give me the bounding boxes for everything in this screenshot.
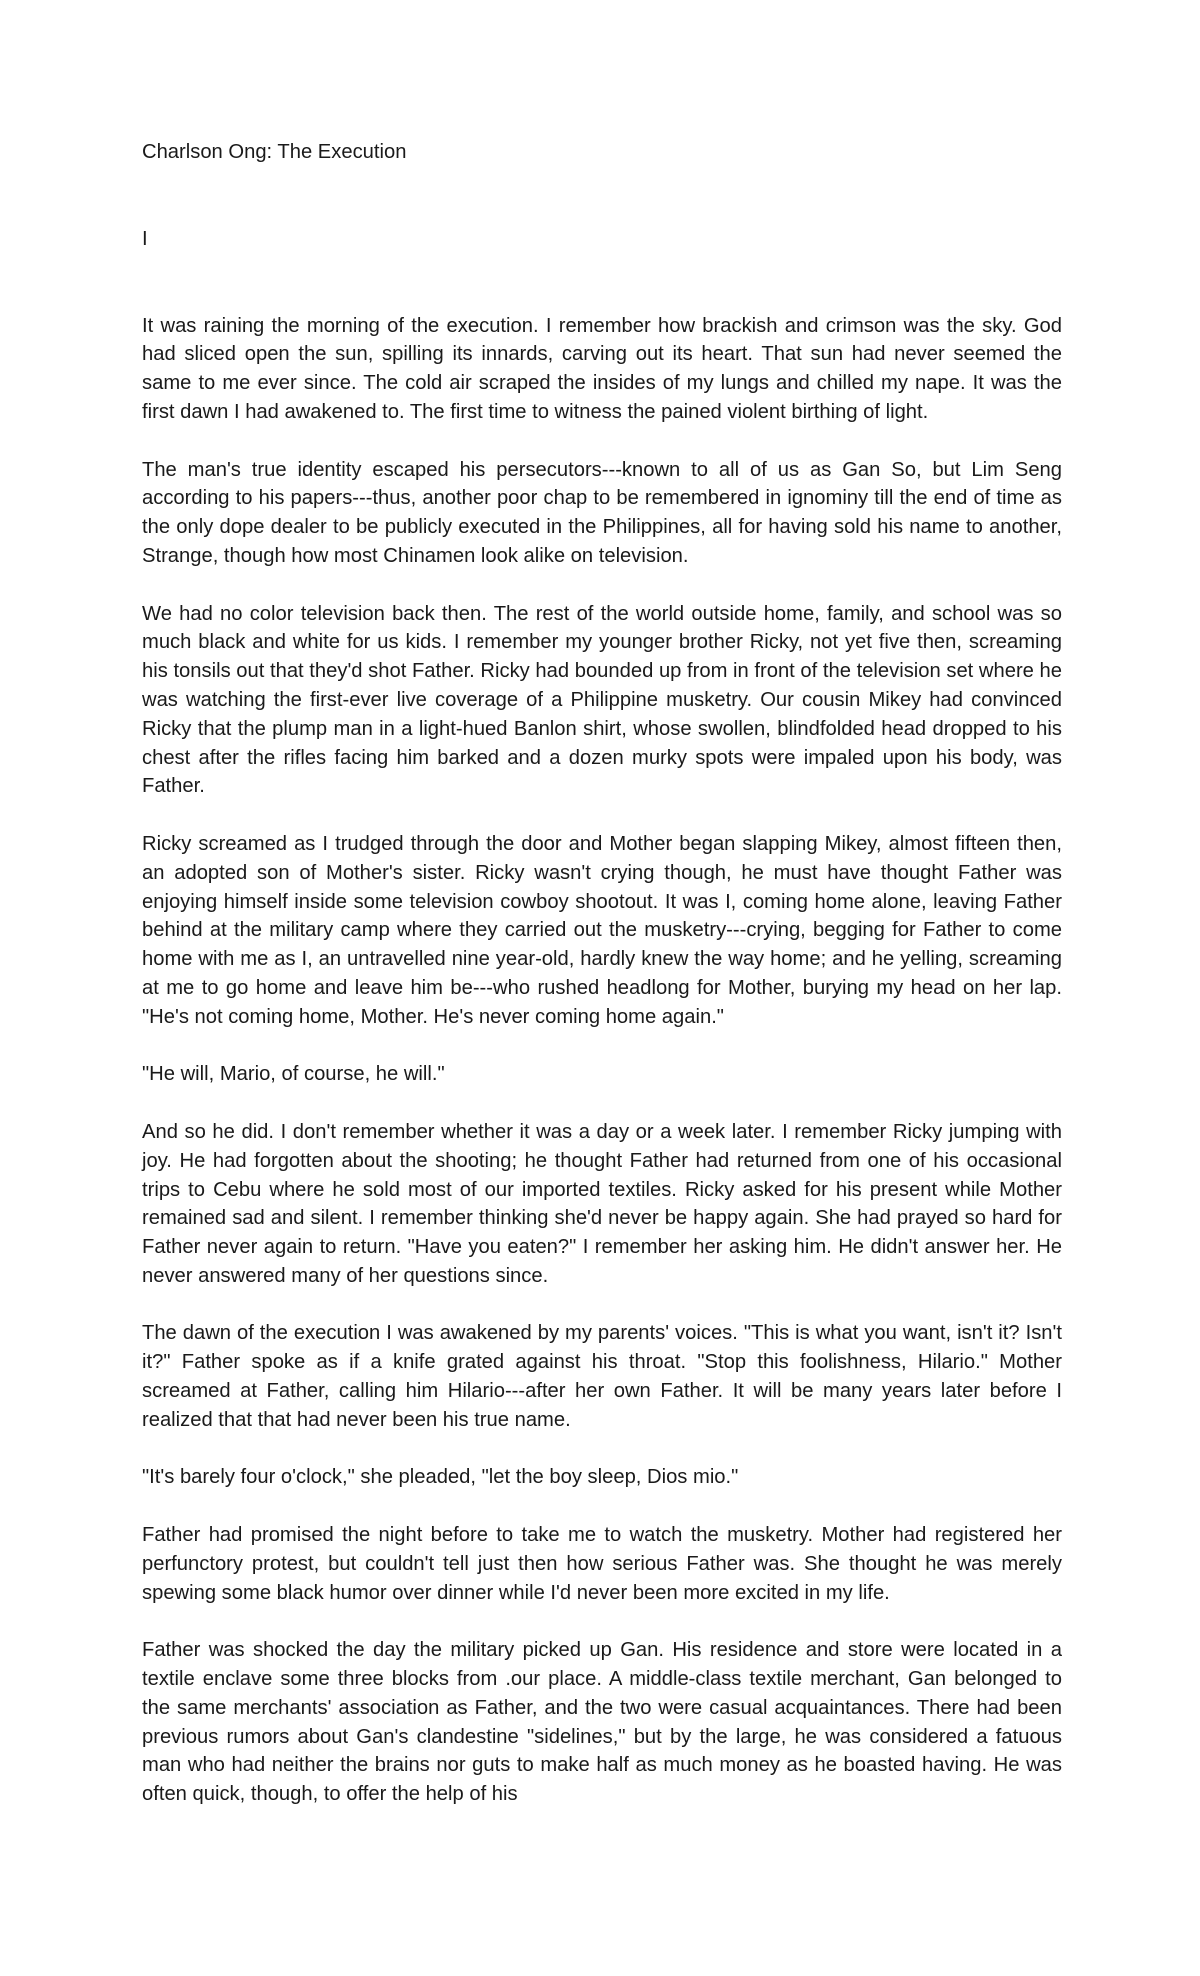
section-numeral: I — [142, 227, 148, 250]
paragraph: And so he did. I don't remember whether it was a day or a week later. I remember Ricky jumping with joy. He had forgotten about the shooting; he thought Father had returned from one of his occasional trips to Cebu where he sold most of our imported textiles. Ricky asked for his present while Mother remained sad and silent. I remember thinking she'd never be happy again. She had prayed so hard for Father never again to return. "Have you eaten?" I remember her asking him. He didn't answer her. He never answered many of her questions since. — [142, 1120, 1062, 1287]
paragraph: "It's barely four o'clock," she pleaded, "let the boy sleep, Dios mio." — [142, 1466, 739, 1489]
paragraph: "He will, Mario, of course, he will." — [142, 1063, 445, 1086]
paragraph: We had no color television back then. The rest of the world outside home, family, and school was so much black and white for us kids. I remember my younger brother Ricky, not yet five then, screaming his tonsils out that they'd shot Father. Ricky had bounded up from in front of the television set where he was watching the first-ever live coverage of a Philippine musketry. Our cousin Mikey had convinced Ricky that the plump man in a light-hued Banlon shirt, whose swollen, blindfolded head dropped to his chest after the rifles facing him barked and a dozen murky spots were impaled upon his body, was Father. — [142, 602, 1062, 798]
paragraph: The man's true identity escaped his persecutors---known to all of us as Gan So, but Lim Seng according to his papers---thus, another poor chap to be remembered in ignominy till the end of time as the only dope dealer to be publicly executed in the Philippines, all for having sold his name to another, Strange, though how most Chinamen look alike on television. — [142, 458, 1062, 567]
paragraph: Ricky screamed as I trudged through the door and Mother began slapping Mikey, almost fifteen then, an adopted son of Mother's sister. Ricky wasn't crying though, he must have thought Father was enjoying himself inside some television cowboy shootout. It was I, coming home alone, leaving Father behind at the military camp where they carried out the musketry---crying, begging for Father to come home with me as I, an untravelled nine year-old, hardly knew the way home; and he yelling, screaming at me to go home and leave him be---who rushed headlong for Mother, burying my head on her lap. "He's not coming home, Mother. He's never coming home again." — [142, 832, 1062, 1028]
document-body — [142, 138, 1062, 1809]
paragraph: Father was shocked the day the military picked up Gan. His residence and store were located in a textile enclave some three blocks from .our place. A middle-class textile merchant, Gan belonged to the same merchants' association as Father, and the two were casual acquaintances. There had been previous rumors about Gan's clandestine "sidelines," but by the large, he was considered a fatuous man who had neither the brains nor guts to make half as much money as he boasted having. He was often quick, though, to offer the help of his — [142, 1639, 1062, 1806]
paragraph: It was raining the morning of the execution. I remember how brackish and crimson was the sky. God had sliced open the sun, spilling its innards, carving out its heart. That sun had never seemed the same to me ever since. The cold air scraped the insides of my lungs and chilled my nape. It was the first dawn I had awakened to. The first time to witness the pained violent birthing of light. — [142, 314, 1062, 423]
paragraph: Father had promised the night before to take me to watch the musketry. Mother had registered her perfunctory protest, but couldn't tell just then how serious Father was. She thought he was merely spewing some black humor over dinner while I'd never been more excited in my life. — [142, 1524, 1062, 1604]
document-title: Charlson Ong: The Execution — [142, 141, 407, 163]
paragraph: The dawn of the execution I was awakened by my parents' voices. "This is what you want, isn't it? Isn't it?" Father spoke as if a knife grated against his throat. "Stop this foolishness, Hilario." Mother screamed at Father, calling him Hilario---after her own Father. It will be many years later before I realized that that had never been his true name. — [142, 1322, 1062, 1431]
